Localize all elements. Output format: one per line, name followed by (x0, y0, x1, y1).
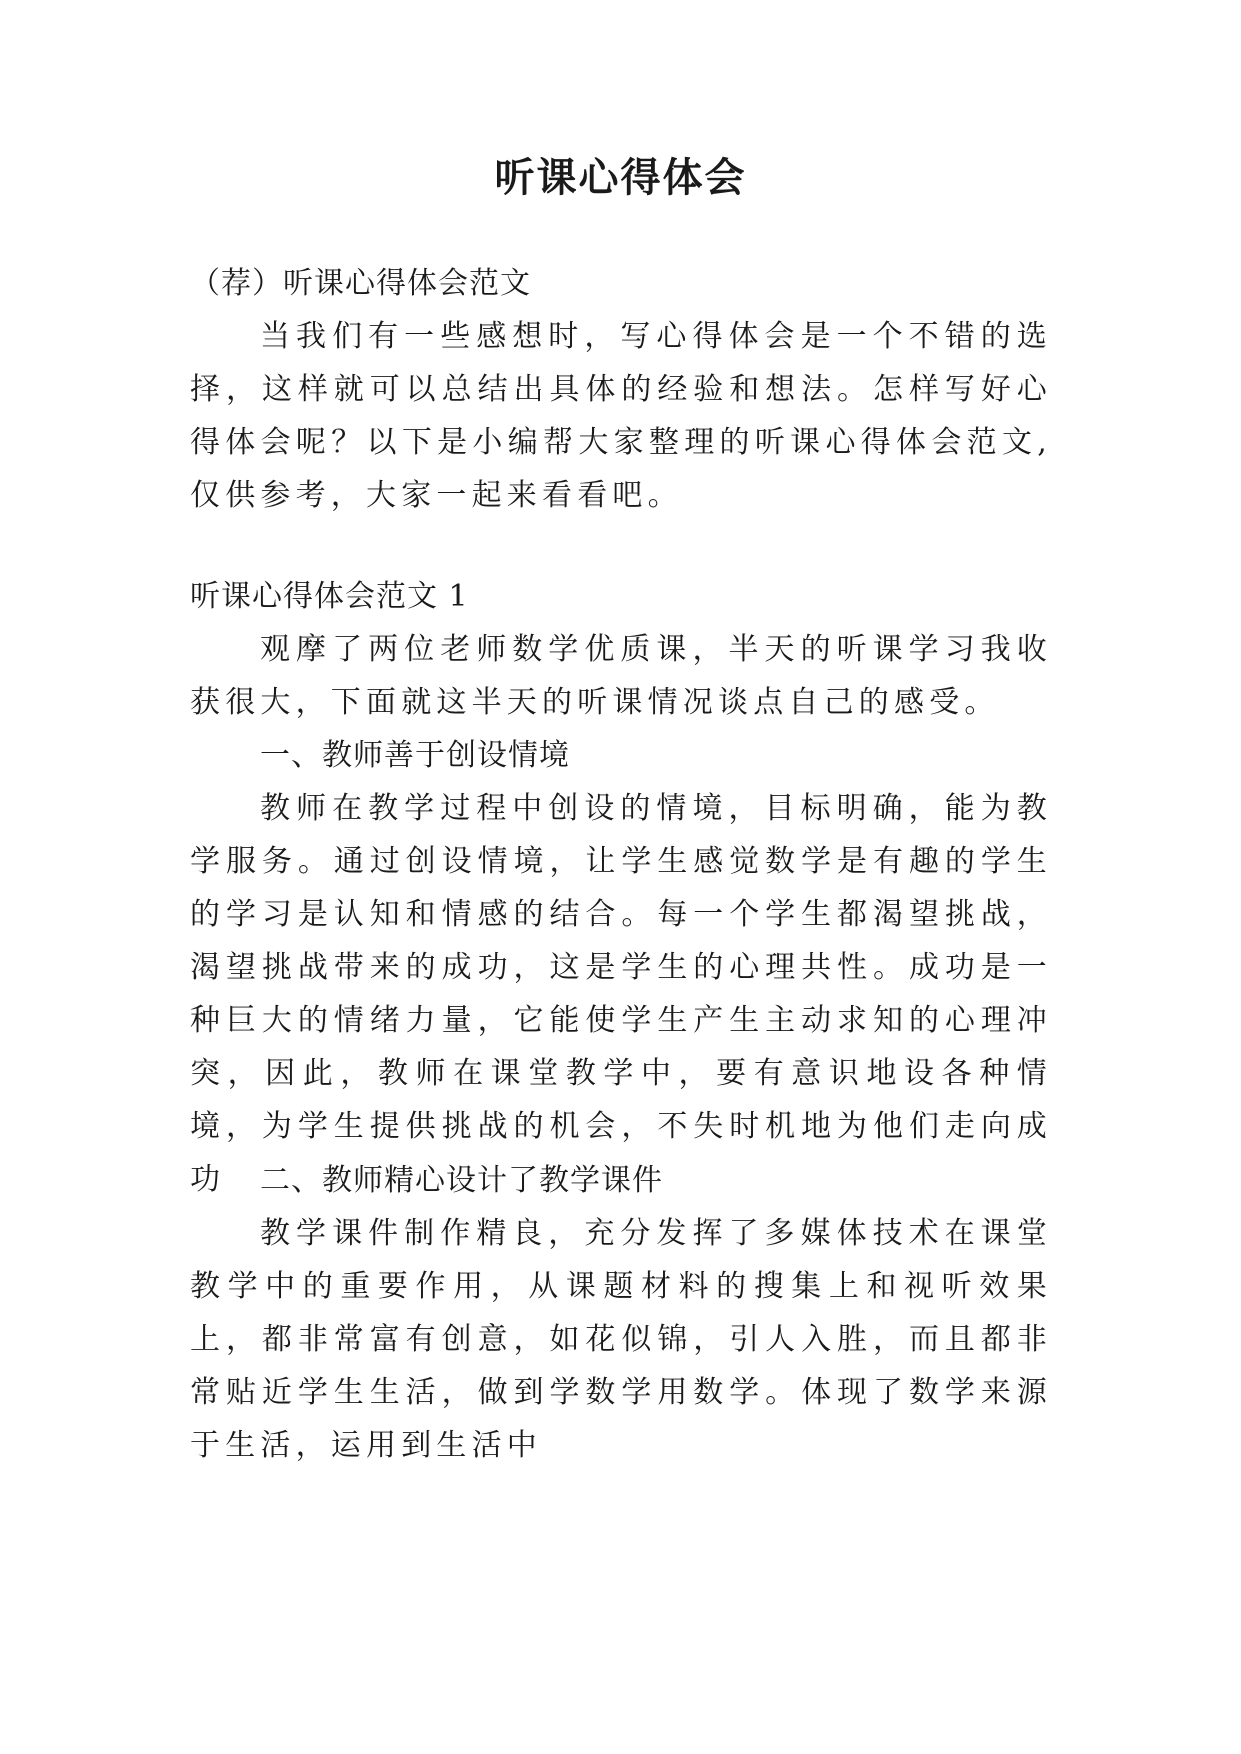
document-subtitle: （荐）听课心得体会范文 (190, 266, 531, 301)
paragraph-1: 观摩了两位老师数学优质课，半天的听课学习我收获很大，下面就这半天的听课情况谈点自己的感受。 (190, 632, 1052, 720)
heading-1: 一、教师善于创设情境 (260, 738, 570, 773)
section-title: 听课心得体会范文 1 (190, 579, 469, 614)
heading-2: 二、教师精心设计了教学课件 (260, 1163, 663, 1198)
document-title: 听课心得体会 (494, 155, 747, 201)
paragraph-2: 教师在教学过程中创设的情境，目标明确，能为教学服务。通过创设情境，让学生感觉数学是有趣的学生的学习是认知和情感的结合。每一个学生都渴望挑战，渴望挑战带来的成功，这是学生的心理共性。成功是一种巨大的情绪力量，它能使学生产生主动求知的心理冲突，因此，教师在课堂教学中，要有意识地设各种情境，为学生提供挑战的机会，不失时机地为他们走向成功 (190, 791, 1052, 1197)
paragraph-3: 教学课件制作精良，充分发挥了多媒体技术在课堂教学中的重要作用，从课题材料的搜集上和视听效果上，都非常富有创意，如花似锦，引人入胜，而且都非常贴近学生生活，做到学数学用数学。体现了数学来源于生活，运用到生活中 (190, 1216, 1052, 1463)
intro-paragraph: 当我们有一些感想时，写心得体会是一个不错的选择，这样就可以总结出具体的经验和想法。怎样写好心得体会呢？以下是小编帮大家整理的听课心得体会范文,仅供参考，大家一起来看看吧。 (190, 319, 1052, 513)
